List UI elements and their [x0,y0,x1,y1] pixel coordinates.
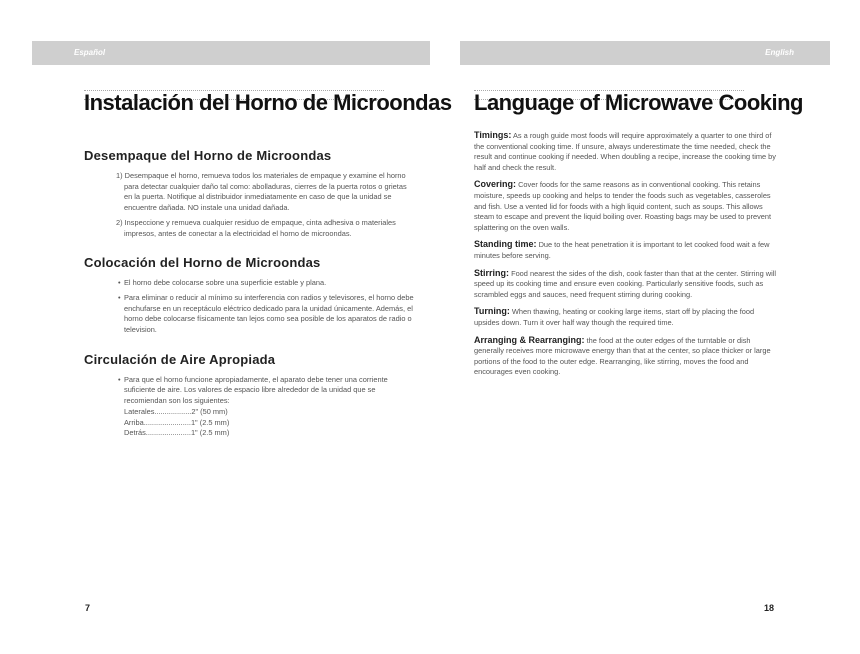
term-text: When thawing, heating or cooking large items, start off by placing the food upsides down. Turn it over half way though the required time. [474,307,755,327]
right-page-content [474,130,779,384]
list-item: 1) Desempaque el horno, remueva todos los materiales de empaque y examine el horno para detectar cualquier daño tal como: abolladuras, cierres de la puerta rotos o grietas en la puerta. Notifique al distribuidor inmediatamente en caso de que la unidad se encuentre dañada. NO instale una unidad dañada. [116,171,407,213]
term-paragraph [474,335,779,378]
term-label: Turning: [474,306,510,317]
list-item-text: El horno debe colocarse sobre una superficie estable y plana. [124,278,327,288]
clearance-row: Laterales..................2" (50 mm) [124,406,228,416]
language-tab-spanish [32,41,430,65]
left-page-content [84,148,414,455]
term-text: As a rough guide most foods will require approximately a quarter to one third of the conventional cooking time. If unsure, always underestimate the time needed, check the result and continue cooking if needed. When doubling a recipe, increase the cooking time by half and check the result. [474,131,776,172]
term-paragraph [474,239,779,261]
term-label: Standing time: [474,239,537,250]
section-heading: Circulación de Aire Apropiada [84,351,276,367]
language-tab-label: English [765,48,794,57]
list-item [84,293,414,336]
term-text: Cover foods for the same reasons as in conventional cooking. This retains moisture, speeds up cooking and helps to tender the foods such as vegetables, casseroles and fish. Use a vented lid for foods with a high liquid content, such as soups. This allows steam to escape and prevent the liquid boiling over. Roasting bags may be used to prevent splattering on the oven walls. [474,180,772,232]
clearance-row: Detrás......................1" (2.5 mm) [124,428,230,438]
list-item [84,278,414,289]
page-number-right: 18 [764,603,775,613]
right-page-title: Language of Microwave Cooking [474,90,803,115]
air-circulation-list [84,375,414,439]
term-text: Food nearest the sides of the dish, cook faster than that at the center. Stirring will speed up its cooking time and ensure even cooking. Particularly sensitive foods, such as scrambled eggs and sauces, need frequent stirring during cooking. [474,268,777,299]
page-number-left: 7 [85,603,91,613]
clearance-row: Arriba.......................1" (2.5 mm) [124,417,230,427]
section-air-circulation [84,352,414,439]
placement-list [84,278,414,336]
term-text: the food at the outer edges of the turntable or dish generally receives more microwave energy than that at the center, so place thicker or large portions of the food to the outer edge. Rearranging, like stirring, moves the food and encourages even cooking. [474,335,771,377]
term-label: Stirring: [474,267,509,278]
term-label: Timings: [474,130,512,140]
left-page-title-block [84,89,452,119]
term-label: Arranging & Rearranging: [474,334,585,345]
list-item-text: Para eliminar o reducir al mínimo su interferencia con radios y televisores, el horno debe enchufarse en un receptáculo eléctrico dedicado para la unidad únicamente. Además, el horno debe colocarse físicamente tan lejos como sea posible de los aparatos de radio o television. [124,292,414,335]
bullet-icon: • [118,292,121,302]
unpacking-steps [84,171,414,239]
section-heading: Desempaque del Horno de Microondas [84,148,332,163]
term-paragraph [474,179,779,233]
section-heading: Colocación del Horno de Microondas [84,255,321,271]
term-paragraph [474,306,779,328]
bullet-icon: • [118,278,121,288]
term-text: Due to the heat penetration it is important to let cooked food wait a few minutes before serving. [474,240,770,260]
list-item [84,375,414,439]
left-page-title: Instalación del Horno de Microondas [84,90,452,115]
section-unpacking [84,148,414,239]
term-label: Covering: [474,179,517,190]
bullet-icon: • [118,374,121,384]
list-item-text: Para que el horno funcione apropiadamente, el aparato debe tener una corriente suficiente de aire. Los valores de espacio libre alrededor de la unidad que se recomiendan son los siguientes: [124,374,388,406]
term-paragraph [474,268,779,301]
language-tab-english [460,41,830,65]
list-item: 2) Inspeccione y remueva cualquier residuo de empaque, cinta adhesiva o materiales impresos, antes de conectar a la electricidad el horno de microondas. [116,217,396,238]
right-page-title-block [474,89,803,119]
term-paragraph [474,130,779,173]
section-placement [84,255,414,336]
language-tab-label: Español [74,48,106,57]
